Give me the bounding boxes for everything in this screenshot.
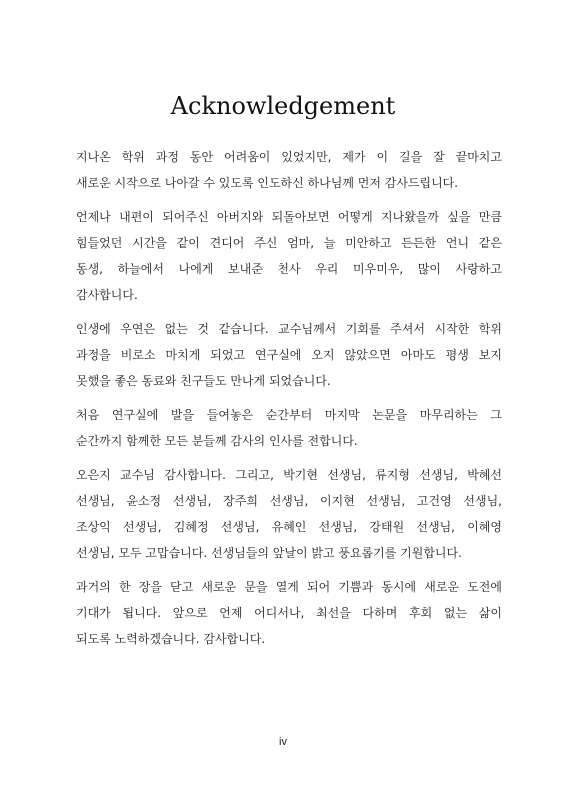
- paragraph-line: 힘들었던 시간을 같이 견디어 주신 엄마, 늘 미안하고 든든한 언니 같은: [76, 236, 502, 250]
- paragraph-line: 오은지 교수님 감사합니다. 그리고, 박기현 선생님, 류지형 선생님, 박혜선: [76, 468, 502, 482]
- paragraph: [76, 406, 502, 458]
- paragraph-line: 기대가 됩니다. 앞으로 언제 어디서나, 최선을 다하며 후회 없는 삶이: [76, 606, 502, 620]
- paragraph: [76, 578, 502, 656]
- paragraph-line: 처음 연구실에 발을 들여놓은 순간부터 마지막 논문을 마무리하는 그: [76, 408, 502, 422]
- page-number: iv: [279, 736, 287, 748]
- paragraph-line: 지나온 학위 과정 동안 어려움이 있었지만, 제가 이 길을 잘 끝마치고: [76, 150, 502, 164]
- acknowledgement-body: [76, 148, 502, 664]
- paragraph-line: 선생님, 모두 고맙습니다. 선생님들의 앞날이 밝고 풍요롭기를 기원합니다.: [76, 546, 462, 560]
- paragraph-line: 못했을 좋은 동료와 친구들도 만나게 되었습니다.: [76, 374, 331, 388]
- paragraph-line: 과정을 비로소 마치게 되었고 연구실에 오지 않았으면 아마도 평생 보지: [76, 348, 502, 362]
- paragraph-line: 조상익 선생님, 김혜정 선생님, 유혜인 선생님, 강태원 선생님, 이혜영: [76, 520, 502, 534]
- paragraph: [76, 466, 502, 570]
- paragraph-line: 동생, 하늘에서 나에게 보내준 천사 우리 미우미우, 많이 사랑하고: [76, 262, 502, 276]
- paragraph-line: 언제나 내편이 되어주신 아버지와 되돌아보면 어떻게 지나왔을까 싶을 만큼: [76, 210, 502, 224]
- paragraph-line: 인생에 우연은 없는 것 같습니다. 교수님께서 기회를 주셔서 시작한 학위: [76, 322, 502, 336]
- paragraph: [76, 208, 502, 312]
- paragraph-line: 선생님, 윤소정 선생님, 장주희 선생님, 이지현 선생님, 고건영 선생님,: [76, 494, 502, 508]
- paragraph: [76, 148, 502, 200]
- paragraph-line: 새로운 시작으로 나아갈 수 있도록 인도하신 하나님께 먼저 감사드립니다.: [76, 176, 459, 190]
- paragraph-line: 되도록 노력하겠습니다. 감사합니다.: [76, 632, 266, 646]
- paragraph-line: 감사합니다.: [76, 288, 138, 302]
- paragraph-line: 과거의 한 장을 닫고 새로운 문을 열게 되어 기쁨과 동시에 새로운 도전에: [76, 580, 502, 594]
- paragraph: [76, 320, 502, 398]
- page-title: Acknowledgement: [170, 92, 396, 120]
- paragraph-line: 순간까지 함께한 모든 분들께 감사의 인사를 전합니다.: [76, 434, 358, 448]
